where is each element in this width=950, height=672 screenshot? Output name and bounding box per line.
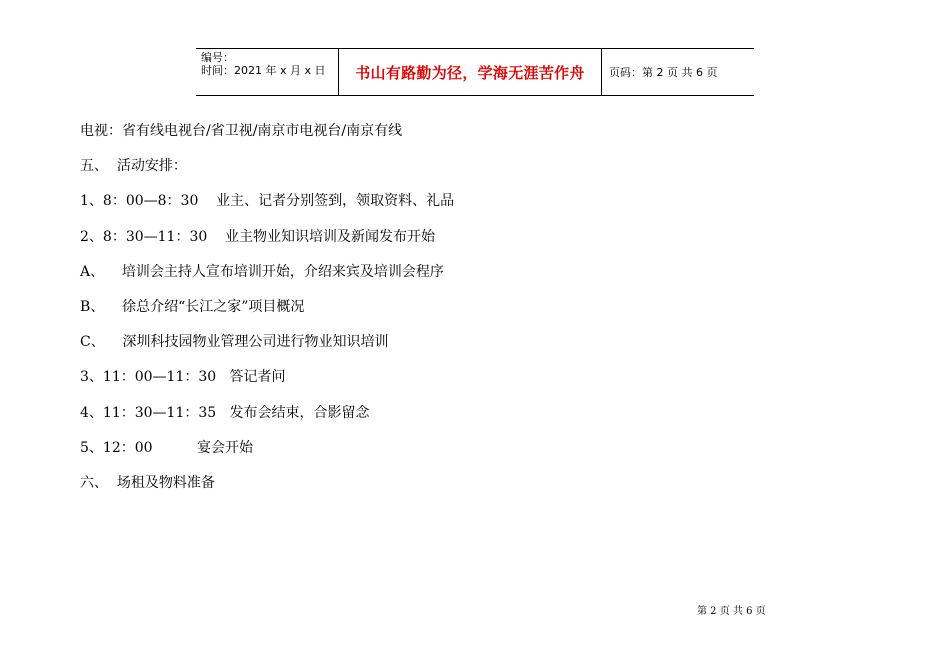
text-line: C、 深圳科技园物业管理公司进行物业知识培训 [80,334,389,351]
document-body [80,117,880,504]
time-label: 时间：2021 年 x 月 x 日 [201,64,326,77]
page-header [196,48,754,96]
header-motto: 书山有路勤为径，学海无涯苦作舟 [339,49,602,95]
section-heading: 五、 活动安排： [80,158,187,175]
text-line: 3、11：00—11：30 答记者问 [80,369,286,386]
text-line: 1、8：00—8：30 业主、记者分别签到，领取资料、礼品 [80,193,455,210]
text-line: 4、11：30—11：35 发布会结束，合影留念 [80,404,370,421]
number-label: 编号： [201,51,234,64]
page-footer: 第 2 页 共 6 页 [697,606,766,617]
section-heading: 六、 场租及物料准备 [80,474,215,491]
text-line: 电视：省有线电视台/省卫视/南京市电视台/南京有线 [80,123,403,139]
text-line: 2、8：30—11：30 业主物业知识培训及新闻发布开始 [80,228,436,245]
header-page-info: 页码：第 2 页 共 6 页 [609,66,718,79]
text-line: A、 培训会主持人宣布培训开始，介绍来宾及培训会程序 [80,263,444,280]
text-line: B、 徐总介绍“长江之家”项目概况 [80,298,305,315]
header-info-cell [196,49,339,95]
text-line: 5、12：00 宴会开始 [80,439,254,456]
